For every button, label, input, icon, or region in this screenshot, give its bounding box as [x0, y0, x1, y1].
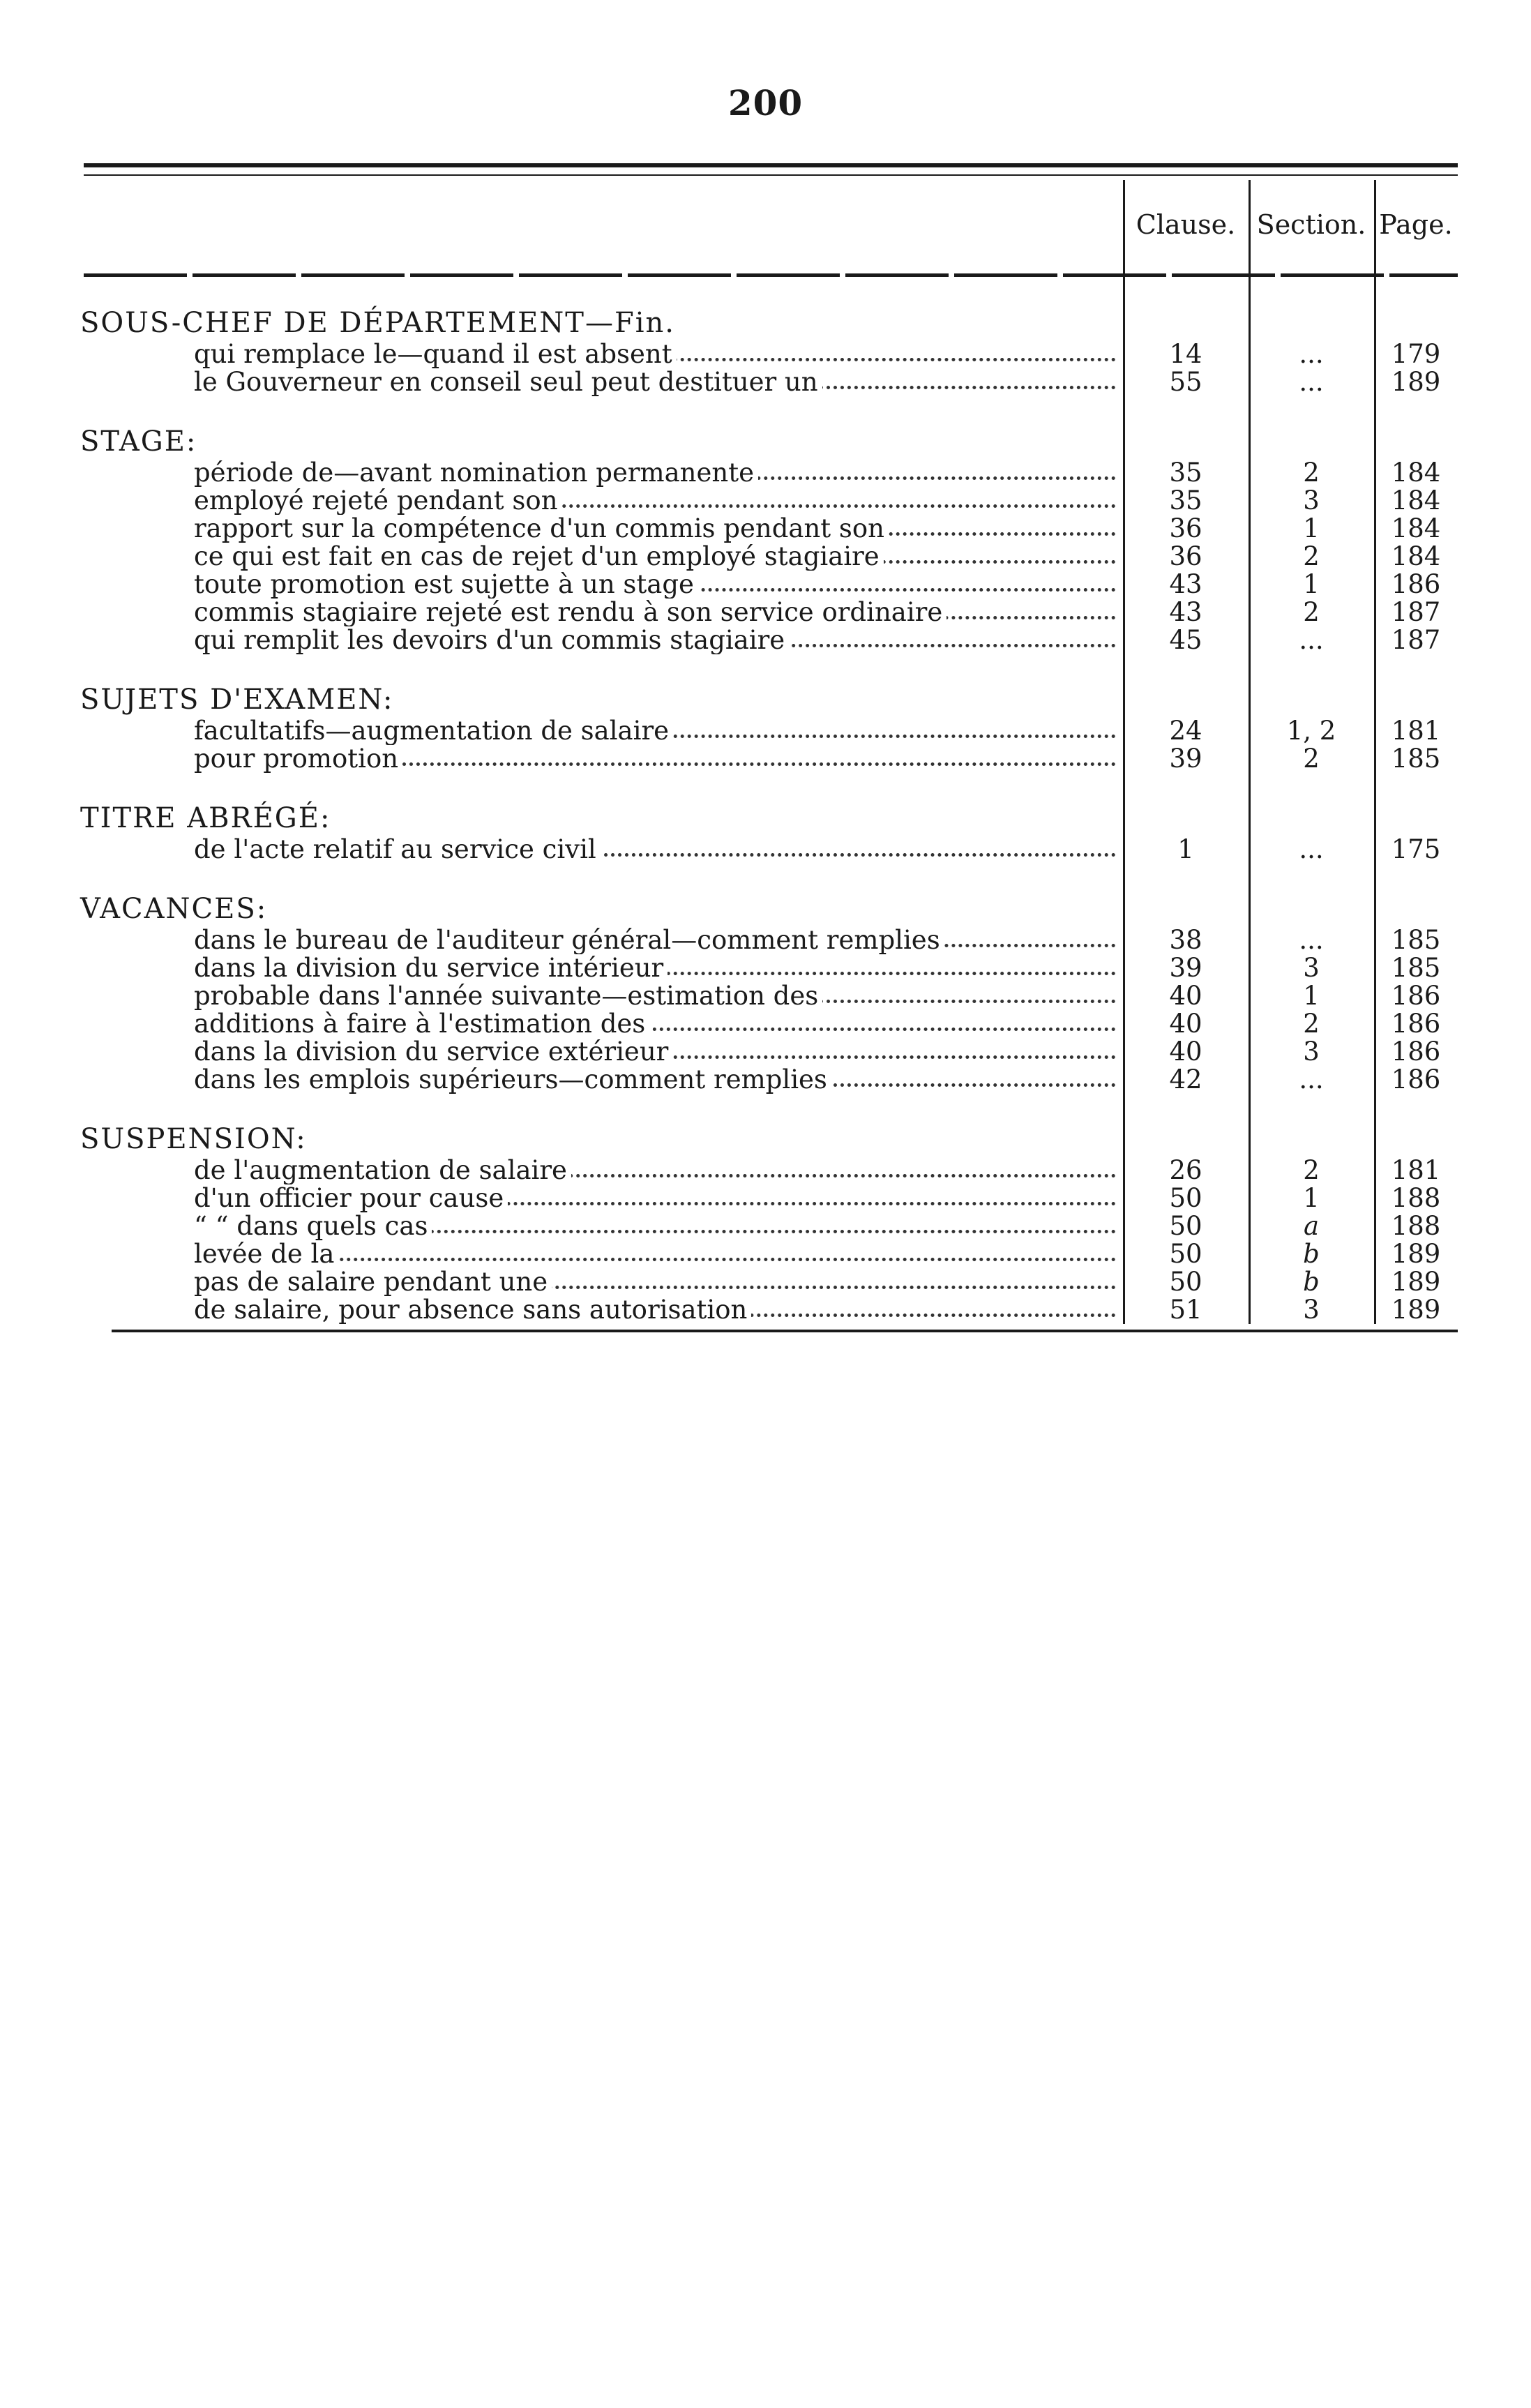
entry-clause: 50 [1169, 1267, 1202, 1297]
index-row [0, 543, 1531, 571]
index-row [0, 836, 1531, 864]
entry-description [194, 1240, 1123, 1268]
entry-clause: 24 [1169, 716, 1202, 746]
entry-description [194, 1038, 1123, 1066]
entry-section: 1 [1303, 569, 1320, 599]
entry-description [194, 1066, 1123, 1094]
entry-clause: 43 [1169, 597, 1202, 627]
column-header-clause: Clause. [1136, 209, 1236, 240]
entry-text: de l'augmentation de salaire [194, 1157, 571, 1184]
entry-description [194, 982, 1123, 1010]
entry-description [194, 543, 1123, 571]
index-row [0, 745, 1531, 773]
index-row [0, 459, 1531, 487]
entry-description [194, 599, 1123, 626]
entry-page: 189 [1391, 1239, 1441, 1269]
entry-text: pas de salaire pendant une [194, 1268, 552, 1296]
index-group [0, 426, 1531, 654]
entry-section: 2 [1303, 744, 1320, 774]
entry-description [194, 368, 1123, 396]
index-group [0, 802, 1531, 864]
entry-clause: 35 [1169, 486, 1202, 516]
entry-description [194, 487, 1123, 515]
entry-section: 2 [1303, 458, 1320, 488]
index-row [0, 926, 1531, 954]
entry-section: ... [1299, 834, 1324, 864]
entry-text: dans la division du service intérieur [194, 954, 668, 982]
entry-clause: 50 [1169, 1183, 1202, 1213]
entry-section: ... [1299, 367, 1324, 397]
entry-description [194, 926, 1123, 954]
entry-clause: 42 [1169, 1064, 1202, 1094]
entry-clause: 43 [1169, 569, 1202, 599]
entry-page: 185 [1391, 744, 1441, 774]
entry-page: 186 [1391, 569, 1441, 599]
entry-page: 186 [1391, 1037, 1441, 1067]
entry-description [194, 836, 1123, 864]
entry-text: rapport sur la compétence d'un commis pendant son [194, 515, 889, 543]
index-entries [0, 307, 1531, 1324]
entry-clause: 1 [1177, 834, 1194, 864]
group-heading: TITRE ABRÉGÉ: [80, 802, 331, 834]
entry-text: pour promotion [194, 745, 402, 773]
entry-page: 184 [1391, 486, 1441, 516]
index-row [0, 954, 1531, 982]
entry-page: 186 [1391, 981, 1441, 1011]
entry-description [194, 626, 1123, 654]
entry-text: ce qui est fait en cas de rejet d'un employé stagiaire [194, 543, 884, 571]
entry-section: 2 [1303, 1155, 1320, 1185]
entry-clause: 40 [1169, 1009, 1202, 1039]
entry-clause: 36 [1169, 513, 1202, 543]
entry-clause: 26 [1169, 1155, 1202, 1185]
entry-description [194, 515, 1123, 543]
entry-description [194, 340, 1123, 368]
entry-page: 188 [1391, 1211, 1441, 1241]
index-row [0, 1157, 1531, 1184]
index-group [0, 893, 1531, 1094]
entry-text: qui remplace le—quand il est absent [194, 340, 677, 368]
entry-clause: 50 [1169, 1211, 1202, 1241]
entry-text: le Gouverneur en conseil seul peut destituer un [194, 368, 822, 396]
index-row [0, 1066, 1531, 1094]
index-row [0, 340, 1531, 368]
entry-text: dans les emplois supérieurs—comment remplies [194, 1066, 831, 1094]
top-rule-thick [84, 163, 1458, 167]
entry-clause: 39 [1169, 953, 1202, 983]
column-header-page: Page. [1379, 209, 1453, 240]
entry-section: b [1303, 1239, 1320, 1269]
entry-page: 185 [1391, 953, 1441, 983]
entry-text: d'un officier pour cause [194, 1184, 508, 1212]
entry-page: 184 [1391, 458, 1441, 488]
index-row [0, 599, 1531, 626]
group-heading: SUSPENSION: [80, 1123, 307, 1155]
index-row [0, 515, 1531, 543]
entry-description [194, 1212, 1123, 1240]
entry-description [194, 1268, 1123, 1296]
index-group [0, 684, 1531, 773]
entry-clause: 45 [1169, 625, 1202, 655]
entry-section: 3 [1303, 953, 1320, 983]
entry-page: 188 [1391, 1183, 1441, 1213]
entry-clause: 40 [1169, 1037, 1202, 1067]
entry-page: 189 [1391, 1267, 1441, 1297]
entry-section: 2 [1303, 1009, 1320, 1039]
entry-page: 181 [1391, 1155, 1441, 1185]
entry-text: commis stagiaire rejeté est rendu à son service ordinaire [194, 599, 946, 626]
index-row [0, 1010, 1531, 1038]
entry-section: ... [1299, 925, 1324, 955]
column-header-row [1123, 209, 1458, 251]
entry-text: probable dans l'année suivante—estimation des [194, 982, 822, 1010]
entry-page: 186 [1391, 1009, 1441, 1039]
entry-page: 181 [1391, 716, 1441, 746]
entry-description [194, 1157, 1123, 1184]
entry-section: 3 [1303, 486, 1320, 516]
entry-clause: 50 [1169, 1239, 1202, 1269]
entry-page: 189 [1391, 367, 1441, 397]
entry-section: 3 [1303, 1295, 1320, 1325]
entry-clause: 51 [1169, 1295, 1202, 1325]
entry-text: qui remplit les devoirs d'un commis stagiaire [194, 626, 789, 654]
entry-page: 186 [1391, 1064, 1441, 1094]
entry-description [194, 1296, 1123, 1324]
entry-description [194, 1184, 1123, 1212]
entry-text: facultatifs—augmentation de salaire [194, 717, 673, 745]
entry-text: de salaire, pour absence sans autorisation [194, 1296, 751, 1324]
entry-text: toute promotion est sujette à un stage [194, 571, 698, 599]
entry-section: 3 [1303, 1037, 1320, 1067]
column-header-section: Section. [1256, 209, 1366, 240]
entry-description [194, 1010, 1123, 1038]
index-row [0, 1184, 1531, 1212]
group-heading: STAGE: [80, 426, 197, 458]
entry-text: dans le bureau de l'auditeur général—comment remplies [194, 926, 944, 954]
entry-page: 184 [1391, 513, 1441, 543]
entry-page: 179 [1391, 339, 1441, 369]
index-group [0, 1123, 1531, 1324]
page-number: 200 [727, 82, 804, 123]
entry-page: 189 [1391, 1295, 1441, 1325]
entry-section: a [1303, 1211, 1320, 1241]
entry-section: 2 [1303, 541, 1320, 571]
entry-description [194, 717, 1123, 745]
bottom-rule [112, 1330, 1458, 1332]
index-row [0, 626, 1531, 654]
entry-section: 1 [1303, 981, 1320, 1011]
entry-text: dans la division du service extérieur [194, 1038, 672, 1066]
entry-description [194, 459, 1123, 487]
entry-section: ... [1299, 625, 1324, 655]
entry-description [194, 954, 1123, 982]
header-dashed-rule [84, 273, 1458, 277]
index-row [0, 1268, 1531, 1296]
index-row [0, 368, 1531, 396]
index-row [0, 1240, 1531, 1268]
index-group [0, 307, 1531, 396]
entry-text: additions à faire à l'estimation des [194, 1010, 649, 1038]
entry-clause: 36 [1169, 541, 1202, 571]
entry-clause: 39 [1169, 744, 1202, 774]
group-heading: SOUS-CHEF DE DÉPARTEMENT—Fin. [80, 307, 675, 339]
entry-section: 1 [1303, 1183, 1320, 1213]
entry-description [194, 571, 1123, 599]
index-row [0, 982, 1531, 1010]
entry-page: 185 [1391, 925, 1441, 955]
entry-section: b [1303, 1267, 1320, 1297]
entry-description [194, 745, 1123, 773]
entry-text: période de—avant nomination permanente [194, 459, 758, 487]
entry-clause: 38 [1169, 925, 1202, 955]
top-rule-thin [84, 174, 1458, 176]
entry-section: ... [1299, 339, 1324, 369]
entry-clause: 55 [1169, 367, 1202, 397]
entry-clause: 35 [1169, 458, 1202, 488]
entry-page: 187 [1391, 625, 1441, 655]
group-heading: SUJETS D'EXAMEN: [80, 684, 394, 716]
entry-page: 187 [1391, 597, 1441, 627]
group-heading: VACANCES: [80, 893, 268, 925]
entry-section: 1, 2 [1286, 716, 1336, 746]
entry-text: “ “ dans quels cas [194, 1212, 432, 1240]
entry-clause: 40 [1169, 981, 1202, 1011]
entry-page: 184 [1391, 541, 1441, 571]
entry-text: de l'acte relatif au service civil [194, 836, 601, 864]
entry-section: 2 [1303, 597, 1320, 627]
index-row [0, 571, 1531, 599]
entry-page: 175 [1391, 834, 1441, 864]
index-row [0, 487, 1531, 515]
entry-section: 1 [1303, 513, 1320, 543]
entry-section: ... [1299, 1064, 1324, 1094]
index-row [0, 1212, 1531, 1240]
index-row [0, 1038, 1531, 1066]
entry-text: levée de la [194, 1240, 338, 1268]
index-row [0, 1296, 1531, 1324]
entry-text: employé rejeté pendant son [194, 487, 562, 515]
entry-clause: 14 [1169, 339, 1202, 369]
index-row [0, 717, 1531, 745]
